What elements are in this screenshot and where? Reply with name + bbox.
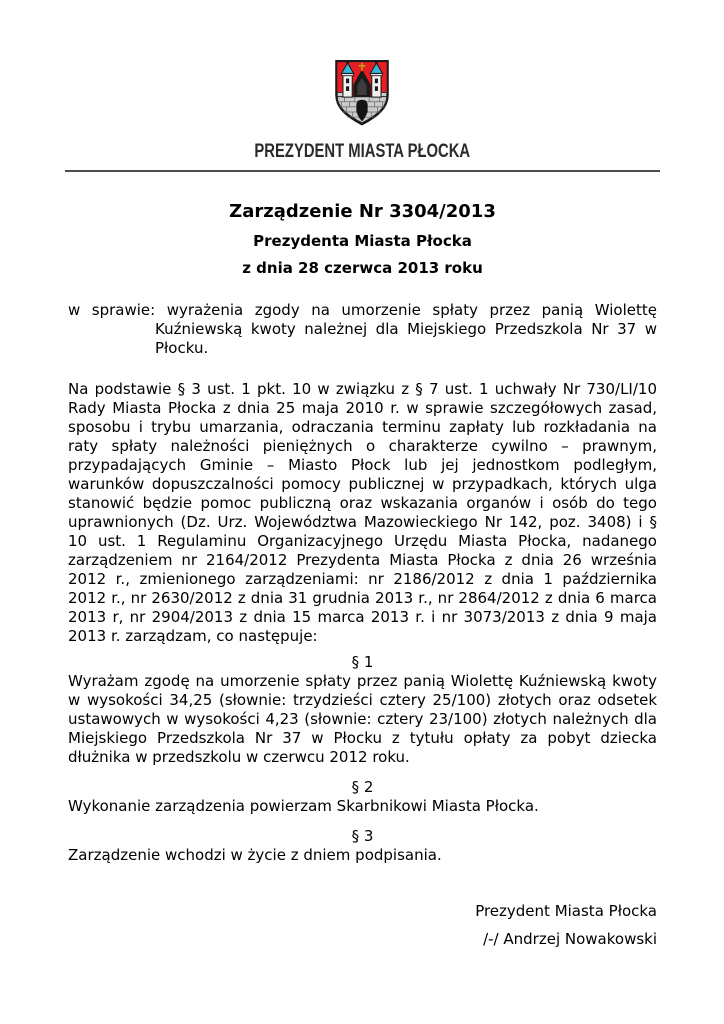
section-3-heading: § 3 [351, 827, 374, 845]
preamble-paragraph: Na podstawie § 3 ust. 1 pkt. 10 w związku z § 7 ust. 1 uchwały Nr 730/LI/10 Rady Miasta Płocka z dnia 25 maja 2010 r. w sprawie szczegółowych zasad, sposobu i trybu umarzania, odraczania terminu zapłaty lub rozkładania na raty spłaty należności pieniężnych o charakterze cywilno – prawnym, przypadających Gminie – Miasto Płock lub jej jednostkom podległym, warunków dopuszczalności pomocy publicznej w przypadkach, których ulga stanowić będzie pomoc publiczną oraz wskazania organów i osób do tego uprawnionych (Dz. Urz. Województwa Mazowieckiego Nr 142, poz. 3408) i § 10 ust. 1 Regulaminu Organizacyjnego Urzędu Miasta Płocka, nadanego zarządzeniem nr 2164/2012 Prezydenta Miasta Płocka z dnia 26 września 2012 r., zmienionego zarządzeniami: nr 2186/2012 z dnia 1 października 2012 r., nr 2630/2012 z dnia 31 grudnia 2013 r., nr 2864/2012 z dnia 6 marca 2013 r, nr 2904/2013 z dnia 15 marca 2013 r. i nr 3073/2013 z dnia 9 maja 2013 r. zarządzam, co następuje: [68, 380, 657, 645]
signature-name: /-/ Andrzej Nowakowski [483, 930, 657, 948]
section-1-heading: § 1 [351, 653, 374, 671]
subject-paragraph [68, 301, 657, 358]
section-2-text: Wykonanie zarządzenia powierzam Skarbnikowi Miasta Płocka. [68, 797, 539, 815]
section-1-text: Wyrażam zgodę na umorzenie spłaty przez panią Wiolettę Kuźniewską kwoty w wysokości 34,25 (słownie: trzydzieści cztery 25/100) złotych oraz odsetek ustawowych w wysokości 4,23 (słownie: cztery 23/100) złotych należnych dla Miejskiego Przedszkola Nr 37 w Płocku z tytułu opłaty za pobyt dziecka dłużnika w przedszkolu w czerwcu 2012 roku. [68, 672, 657, 766]
coat-of-arms-icon [332, 58, 392, 128]
header [0, 0, 724, 133]
section-2-heading: § 2 [351, 778, 374, 796]
org-name: PREZYDENT MIASTA PŁOCKA [254, 141, 470, 162]
ordinance-title: Zarządzenie Nr 3304/2013 [229, 201, 496, 222]
header-divider [65, 170, 660, 172]
ordinance-issuer: Prezydenta Miasta Płocka [253, 232, 472, 250]
ordinance-date: z dnia 28 czerwca 2013 roku [242, 259, 483, 277]
section-3-text: Zarządzenie wchodzi w życie z dniem podpisania. [68, 846, 442, 864]
signature-title: Prezydent Miasta Płocka [475, 902, 657, 920]
document-body [0, 201, 724, 949]
signature-block [68, 902, 657, 949]
subject-text: wyrażenia zgody na umorzenie spłaty przez panią Wiolettę Kuźniewską kwoty należnej dla Miejskiego Przedszkola Nr 37 w Płocku. [155, 301, 657, 357]
subject-label: w sprawie: [68, 301, 156, 319]
